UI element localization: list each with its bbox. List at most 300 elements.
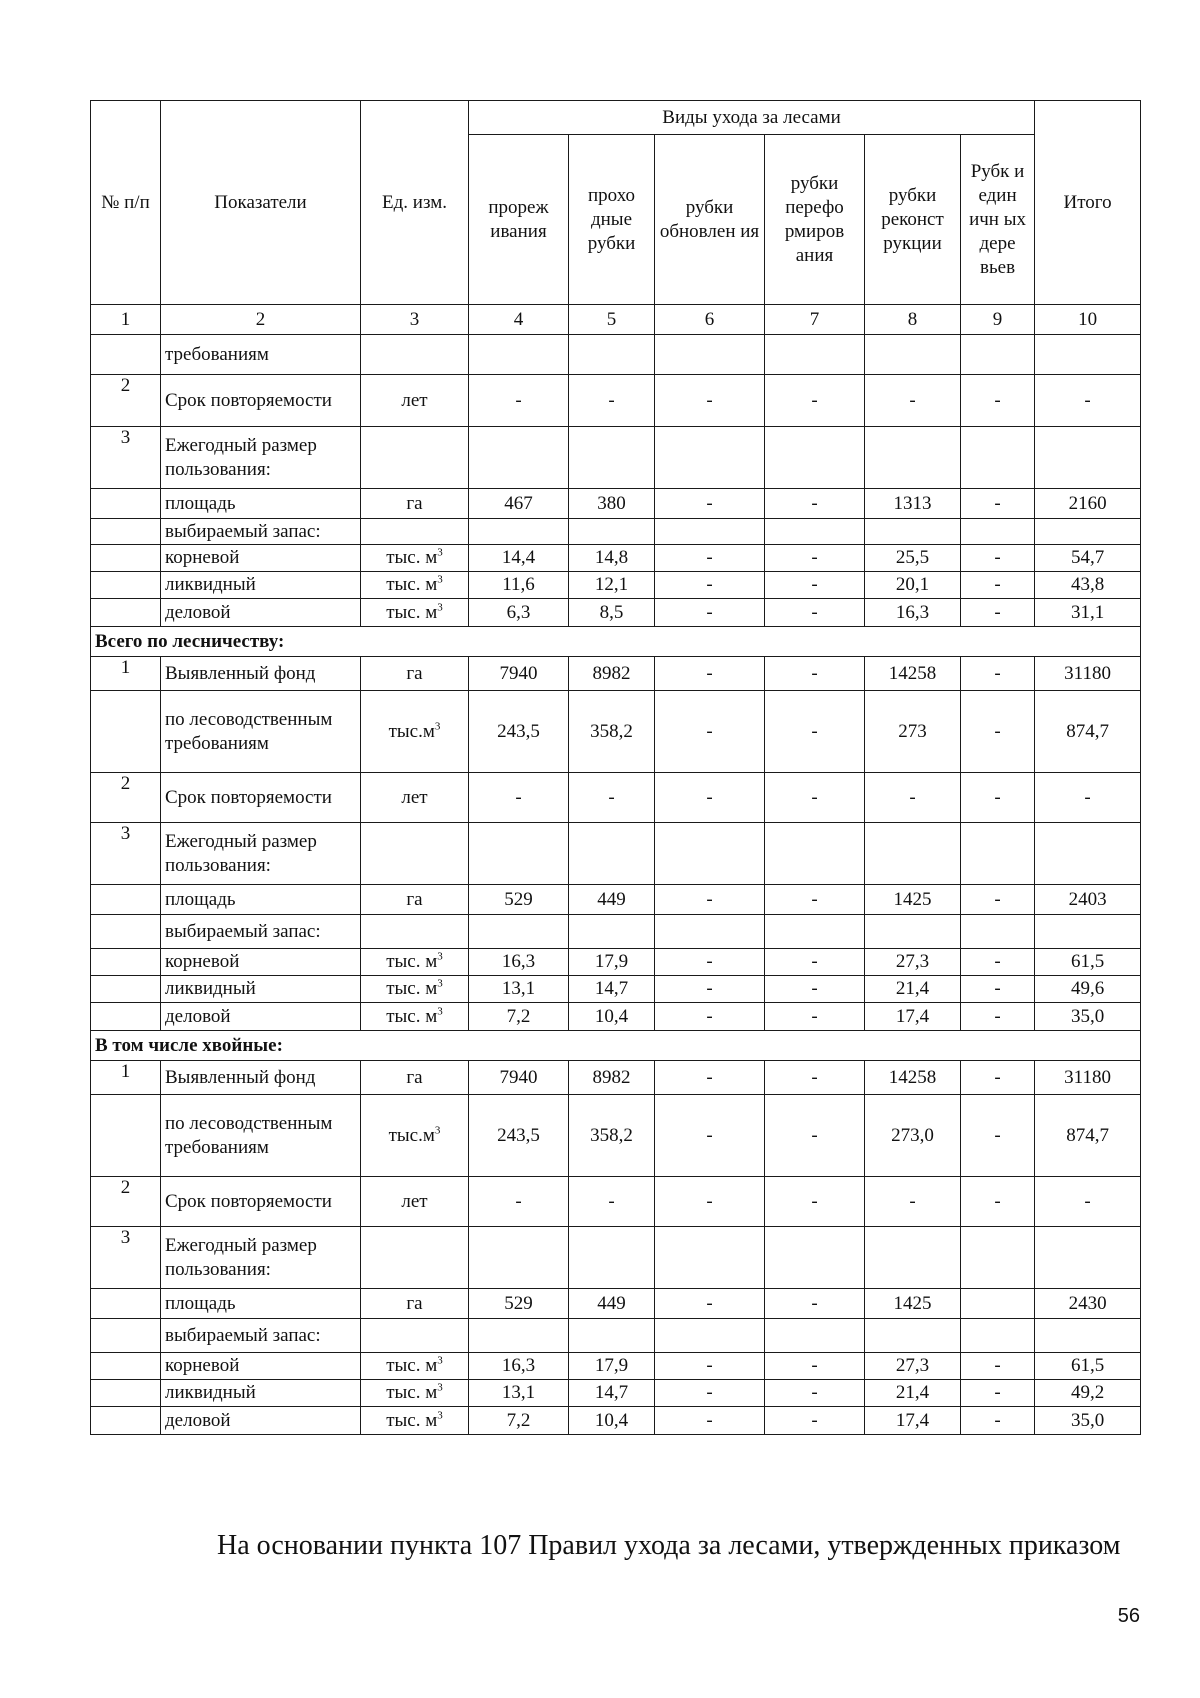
row-indicator: по лесоводственным требованиям [161, 691, 361, 773]
value-cell [469, 519, 569, 545]
col-number: 10 [1035, 305, 1141, 335]
value-cell [865, 427, 961, 489]
header-indicators: Показатели [161, 101, 361, 305]
row-number [91, 1095, 161, 1177]
value-cell: 529 [469, 885, 569, 915]
value-cell: 10,4 [569, 1003, 655, 1031]
row-unit [361, 572, 469, 599]
unit-text: тыс. м [386, 978, 438, 999]
value-cell: - [655, 572, 765, 599]
row-indicator: выбираемый запас: [161, 1319, 361, 1353]
value-cell: - [655, 691, 765, 773]
row-unit [361, 1289, 469, 1319]
value-cell [1035, 1227, 1141, 1289]
table-row [91, 976, 1141, 1003]
value-cell: 49,2 [1035, 1380, 1141, 1407]
value-cell: - [961, 375, 1035, 427]
value-cell [469, 1319, 569, 1353]
row-indicator: корневой [161, 1353, 361, 1380]
unit-text: лет [401, 786, 428, 808]
unit-text: тыс. м [386, 1409, 438, 1431]
row-indicator: корневой [161, 949, 361, 976]
value-cell: 35,0 [1035, 1003, 1141, 1031]
row-indicator: Срок повторяемости [161, 1177, 361, 1227]
value-cell: 1425 [865, 1289, 961, 1319]
row-unit [361, 1177, 469, 1227]
value-cell: 61,5 [1035, 1353, 1141, 1380]
row-indicator: выбираемый запас: [161, 519, 361, 545]
row-number: 3 [91, 823, 161, 885]
col-number: 2 [161, 305, 361, 335]
value-cell: 17,9 [569, 949, 655, 976]
value-cell [765, 519, 865, 545]
value-cell [569, 915, 655, 949]
row-unit [361, 823, 469, 885]
value-cell: 31,1 [1035, 599, 1141, 627]
value-cell: - [765, 545, 865, 572]
value-cell: - [469, 773, 569, 823]
value-cell [569, 1227, 655, 1289]
table-row [91, 599, 1141, 627]
value-cell: - [961, 773, 1035, 823]
table-row [91, 427, 1141, 489]
row-indicator: ликвидный [161, 1380, 361, 1407]
value-cell: - [1035, 773, 1141, 823]
unit-text: тыс. м [386, 601, 438, 623]
value-cell: 12,1 [569, 572, 655, 599]
value-cell: - [569, 375, 655, 427]
value-cell: - [765, 691, 865, 773]
value-cell: - [655, 489, 765, 519]
row-unit [361, 335, 469, 375]
unit-text: га [406, 1066, 423, 1088]
value-cell [961, 335, 1035, 375]
value-cell [1035, 427, 1141, 489]
value-cell: - [655, 1177, 765, 1227]
value-cell [961, 1289, 1035, 1319]
unit-text: тыс. м [386, 951, 438, 972]
value-cell: - [469, 375, 569, 427]
value-cell: - [655, 1061, 765, 1095]
value-cell [569, 823, 655, 885]
row-indicator: Выявленный фонд [161, 657, 361, 691]
unit-text: тыс. м [386, 547, 438, 568]
footer-paragraph: На основании пункта 107 Правил ухода за лесами, утвержденных приказом [217, 1530, 1121, 1561]
value-cell: 2160 [1035, 489, 1141, 519]
page-number: 56 [1117, 1605, 1140, 1627]
unit-superscript: 3 [437, 601, 443, 614]
table-row [91, 489, 1141, 519]
unit-text: га [406, 1292, 423, 1314]
value-cell: 14,8 [569, 545, 655, 572]
unit-superscript: 3 [437, 1354, 443, 1367]
unit-text: га [406, 492, 423, 514]
row-number [91, 885, 161, 915]
header-type-thinning: прореж ивания [469, 135, 569, 305]
value-cell: 449 [569, 885, 655, 915]
value-cell [961, 519, 1035, 545]
value-cell: - [765, 949, 865, 976]
value-cell: 10,4 [569, 1407, 655, 1435]
value-cell: - [961, 489, 1035, 519]
row-unit [361, 1003, 469, 1031]
table-row [91, 1319, 1141, 1353]
value-cell [961, 1227, 1035, 1289]
value-cell: - [765, 976, 865, 1003]
col-number: 6 [655, 305, 765, 335]
value-cell: - [765, 1353, 865, 1380]
row-unit [361, 976, 469, 1003]
value-cell: - [655, 1095, 765, 1177]
row-number [91, 976, 161, 1003]
value-cell [765, 335, 865, 375]
unit-superscript: 3 [437, 950, 443, 963]
forest-care-table [90, 100, 1141, 1435]
table-row [91, 657, 1141, 691]
value-cell: 8,5 [569, 599, 655, 627]
value-cell: 21,4 [865, 976, 961, 1003]
row-number: 3 [91, 427, 161, 489]
row-indicator: Ежегодный размер пользования: [161, 1227, 361, 1289]
value-cell: 243,5 [469, 1095, 569, 1177]
value-cell [865, 519, 961, 545]
value-cell: 13,1 [469, 1380, 569, 1407]
value-cell [655, 335, 765, 375]
table-row [91, 949, 1141, 976]
unit-text: лет [401, 389, 428, 411]
value-cell: 61,5 [1035, 949, 1141, 976]
table-row [91, 375, 1141, 427]
row-unit [361, 1095, 469, 1177]
value-cell [469, 427, 569, 489]
value-cell: 358,2 [569, 691, 655, 773]
table-row [91, 773, 1141, 823]
section-heading: В том числе хвойные: [91, 1031, 1141, 1061]
value-cell [765, 915, 865, 949]
section-heading-row [91, 1031, 1141, 1061]
col-number: 5 [569, 305, 655, 335]
row-indicator: деловой [161, 1407, 361, 1435]
value-cell: - [961, 1407, 1035, 1435]
row-unit [361, 915, 469, 949]
value-cell [865, 1319, 961, 1353]
value-cell: - [655, 773, 765, 823]
value-cell: - [655, 545, 765, 572]
row-unit [361, 1227, 469, 1289]
row-number [91, 335, 161, 375]
row-number: 3 [91, 1227, 161, 1289]
value-cell [765, 1227, 865, 1289]
row-indicator: Ежегодный размер пользования: [161, 823, 361, 885]
value-cell: - [765, 1003, 865, 1031]
unit-superscript: 3 [437, 1005, 443, 1018]
value-cell [865, 823, 961, 885]
value-cell: - [961, 657, 1035, 691]
value-cell: - [961, 691, 1035, 773]
value-cell: 8982 [569, 657, 655, 691]
value-cell: 27,3 [865, 949, 961, 976]
value-cell: 2403 [1035, 885, 1141, 915]
value-cell: - [655, 599, 765, 627]
value-cell: 14258 [865, 1061, 961, 1095]
value-cell: 17,4 [865, 1407, 961, 1435]
header-unit: Ед. изм. [361, 101, 469, 305]
value-cell: - [655, 1380, 765, 1407]
row-unit [361, 519, 469, 545]
header-type-reconstruction: рубки реконст рукции [865, 135, 961, 305]
row-number [91, 1003, 161, 1031]
value-cell [765, 1319, 865, 1353]
row-indicator: площадь [161, 489, 361, 519]
value-cell: 35,0 [1035, 1407, 1141, 1435]
table-row [91, 1095, 1141, 1177]
value-cell [469, 335, 569, 375]
value-cell: 2430 [1035, 1289, 1141, 1319]
header-care-types: Виды ухода за лесами [469, 101, 1035, 135]
value-cell [569, 427, 655, 489]
value-cell: - [961, 885, 1035, 915]
row-number [91, 691, 161, 773]
row-number [91, 949, 161, 976]
value-cell: - [961, 572, 1035, 599]
value-cell: - [765, 489, 865, 519]
value-cell [765, 427, 865, 489]
value-cell: 380 [569, 489, 655, 519]
row-unit [361, 1061, 469, 1095]
value-cell: 31180 [1035, 1061, 1141, 1095]
value-cell: 31180 [1035, 657, 1141, 691]
row-unit [361, 375, 469, 427]
value-cell: - [655, 657, 765, 691]
unit-text: тыс. м [386, 1355, 438, 1376]
unit-superscript: 3 [437, 546, 443, 559]
table-row [91, 1353, 1141, 1380]
value-cell: - [655, 885, 765, 915]
unit-text: лет [401, 1190, 428, 1212]
value-cell [469, 1227, 569, 1289]
value-cell [655, 915, 765, 949]
header-type-renewal: рубки обновлен ия [655, 135, 765, 305]
unit-text: тыс.м [388, 1124, 435, 1146]
value-cell: - [765, 1289, 865, 1319]
row-number [91, 915, 161, 949]
row-indicator: площадь [161, 885, 361, 915]
value-cell: - [765, 599, 865, 627]
row-indicator: по лесоводственным требованиям [161, 1095, 361, 1177]
row-number [91, 1319, 161, 1353]
value-cell: 20,1 [865, 572, 961, 599]
row-number [91, 1380, 161, 1407]
value-cell: - [765, 1380, 865, 1407]
row-unit [361, 885, 469, 915]
value-cell [865, 1227, 961, 1289]
row-indicator: выбираемый запас: [161, 915, 361, 949]
section-heading: Всего по лесничеству: [91, 627, 1141, 657]
value-cell: 17,9 [569, 1353, 655, 1380]
value-cell: 1425 [865, 885, 961, 915]
value-cell [1035, 915, 1141, 949]
value-cell: 449 [569, 1289, 655, 1319]
table-row [91, 519, 1141, 545]
header-type-reform: рубки перефо рмиров ания [765, 135, 865, 305]
value-cell: - [655, 1289, 765, 1319]
value-cell: 467 [469, 489, 569, 519]
value-cell: 14258 [865, 657, 961, 691]
value-cell: - [765, 1061, 865, 1095]
value-cell: 25,5 [865, 545, 961, 572]
row-indicator: ликвидный [161, 976, 361, 1003]
value-cell [961, 427, 1035, 489]
table-row [91, 823, 1141, 885]
unit-text: тыс.м [388, 720, 435, 742]
value-cell: - [655, 949, 765, 976]
unit-superscript: 3 [437, 1381, 443, 1394]
unit-text: тыс. м [386, 574, 438, 595]
value-cell [655, 427, 765, 489]
col-number: 8 [865, 305, 961, 335]
table-row [91, 1289, 1141, 1319]
value-cell: - [765, 773, 865, 823]
row-number: 2 [91, 773, 161, 823]
value-cell: - [961, 1003, 1035, 1031]
value-cell [655, 519, 765, 545]
row-indicator: Ежегодный размер пользования: [161, 427, 361, 489]
value-cell: 16,3 [469, 949, 569, 976]
value-cell: - [655, 1353, 765, 1380]
table-body [91, 335, 1141, 1435]
value-cell: 14,7 [569, 1380, 655, 1407]
table-row [91, 1061, 1141, 1095]
row-indicator: Срок повторяемости [161, 375, 361, 427]
row-unit [361, 691, 469, 773]
row-unit [361, 427, 469, 489]
value-cell: - [961, 1353, 1035, 1380]
value-cell: - [765, 657, 865, 691]
value-cell [569, 335, 655, 375]
row-unit [361, 1353, 469, 1380]
table-row [91, 1380, 1141, 1407]
value-cell [865, 335, 961, 375]
table-row [91, 691, 1141, 773]
value-cell: - [961, 1095, 1035, 1177]
value-cell: - [765, 1177, 865, 1227]
value-cell: 358,2 [569, 1095, 655, 1177]
row-number [91, 545, 161, 572]
value-cell: - [765, 885, 865, 915]
value-cell: - [655, 976, 765, 1003]
value-cell: - [865, 1177, 961, 1227]
value-cell: - [961, 949, 1035, 976]
row-number [91, 489, 161, 519]
value-cell: - [469, 1177, 569, 1227]
col-number: 4 [469, 305, 569, 335]
value-cell: - [655, 375, 765, 427]
value-cell: 21,4 [865, 1380, 961, 1407]
row-unit [361, 1319, 469, 1353]
value-cell: - [961, 1380, 1035, 1407]
unit-superscript: 3 [434, 1124, 441, 1137]
value-cell: 16,3 [469, 1353, 569, 1380]
value-cell [1035, 1319, 1141, 1353]
value-cell: 243,5 [469, 691, 569, 773]
value-cell [655, 823, 765, 885]
unit-superscript: 3 [434, 720, 441, 733]
header-type-passage: прохо дные рубки [569, 135, 655, 305]
row-unit [361, 545, 469, 572]
row-indicator: ликвидный [161, 572, 361, 599]
row-unit [361, 1380, 469, 1407]
row-number [91, 1289, 161, 1319]
table-row [91, 1407, 1141, 1435]
value-cell: - [1035, 1177, 1141, 1227]
table-row [91, 1177, 1141, 1227]
value-cell: 529 [469, 1289, 569, 1319]
value-cell [961, 823, 1035, 885]
unit-superscript: 3 [437, 573, 443, 586]
value-cell: 8982 [569, 1061, 655, 1095]
value-cell: 13,1 [469, 976, 569, 1003]
value-cell: - [655, 1407, 765, 1435]
row-number [91, 599, 161, 627]
value-cell: 17,4 [865, 1003, 961, 1031]
table-row [91, 885, 1141, 915]
value-cell: - [765, 1407, 865, 1435]
row-indicator: Срок повторяемости [161, 773, 361, 823]
value-cell [569, 519, 655, 545]
value-cell [865, 915, 961, 949]
value-cell [961, 1319, 1035, 1353]
value-cell: 1313 [865, 489, 961, 519]
value-cell: 874,7 [1035, 691, 1141, 773]
value-cell: - [1035, 375, 1141, 427]
row-unit [361, 599, 469, 627]
unit-text: га [406, 888, 423, 910]
row-number [91, 1407, 161, 1435]
unit-text: тыс. м [386, 1382, 438, 1403]
value-cell: 16,3 [865, 599, 961, 627]
row-number [91, 572, 161, 599]
row-indicator: деловой [161, 599, 361, 627]
row-number: 2 [91, 375, 161, 427]
value-cell: 7940 [469, 1061, 569, 1095]
table-row [91, 545, 1141, 572]
row-indicator: Выявленный фонд [161, 1061, 361, 1095]
value-cell: 6,3 [469, 599, 569, 627]
value-cell: 273 [865, 691, 961, 773]
row-number [91, 519, 161, 545]
row-indicator: требованиям [161, 335, 361, 375]
table-row [91, 1227, 1141, 1289]
value-cell: - [569, 773, 655, 823]
value-cell: 27,3 [865, 1353, 961, 1380]
value-cell: - [765, 375, 865, 427]
unit-superscript: 3 [437, 977, 443, 990]
value-cell: 14,7 [569, 976, 655, 1003]
col-number: 3 [361, 305, 469, 335]
row-unit [361, 1407, 469, 1435]
table-row [91, 335, 1141, 375]
row-unit [361, 489, 469, 519]
value-cell [469, 823, 569, 885]
value-cell: 49,6 [1035, 976, 1141, 1003]
value-cell [961, 915, 1035, 949]
row-number: 2 [91, 1177, 161, 1227]
value-cell: - [961, 599, 1035, 627]
value-cell [1035, 519, 1141, 545]
row-indicator: корневой [161, 545, 361, 572]
value-cell: 11,6 [469, 572, 569, 599]
row-indicator: площадь [161, 1289, 361, 1319]
